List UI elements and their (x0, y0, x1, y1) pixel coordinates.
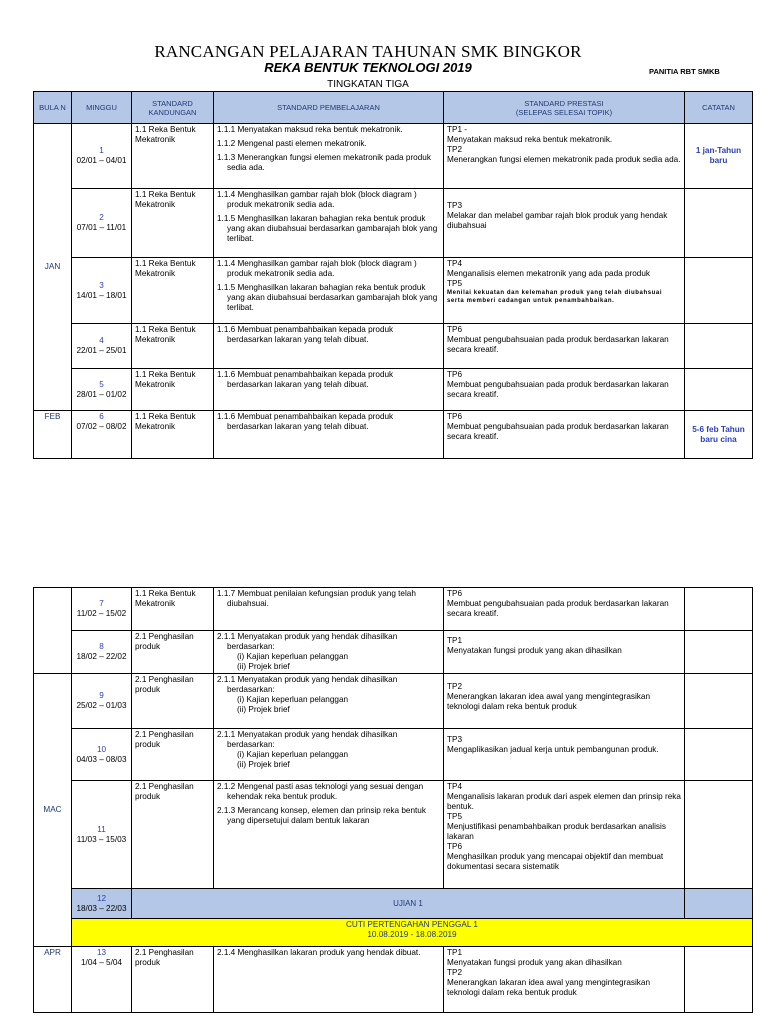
week-cell: 7 11/02 – 15/02 (72, 588, 132, 631)
standard-pembelajaran-cell: 2.1.1 Menyatakan produk yang hendak dihasilkan berdasarkan: (i) Kajian keperluan pelanggan (ii) Projek brief (214, 729, 444, 781)
standard-prestasi-cell: TP3 Mengaplikasikan jadual kerja untuk pembangunan produk. (444, 729, 685, 781)
col-standard-prestasi: STANDARD PRESTASI (SELEPAS SELESAI TOPIK) (444, 92, 685, 124)
catatan-cell (685, 889, 753, 919)
standard-pembelajaran-cell: 1.1.4 Menghasilkan gambar rajah blok (block diagram ) produk mekatronik sedia ada. 1.1.5 Menghasilkan lakaran bahagian reka bentuk produk yang akan diubahsuai berdasarkan gambarajah blok yang terlibat. (214, 258, 444, 324)
week-cell: 2 07/01 – 11/01 (72, 189, 132, 258)
col-standard-pembelajaran: STANDARD PEMBELAJARAN (214, 92, 444, 124)
standard-pembelajaran-cell: 1.1.7 Membuat penilaian kefungsian produk yang telah diubahsuai. (214, 588, 444, 631)
catatan-cell (685, 588, 753, 631)
catatan-cell (685, 189, 753, 258)
col-bulan: BULA N (34, 92, 72, 124)
standard-kandungan-cell: 2.1 Penghasilan produk (132, 631, 214, 674)
standard-kandungan-cell: 1.1 Reka Bentuk Mekatronik (132, 369, 214, 411)
table-header-row (34, 92, 753, 124)
document-title: RANCANGAN PELAJARAN TAHUNAN SMK BINGKOR (154, 42, 582, 61)
standard-prestasi-cell: TP3 Melakar dan melabel gambar rajah blok produk yang hendak diubahsuai (444, 189, 685, 258)
week-cell: 11 11/03 – 15/03 (72, 781, 132, 889)
week-cell: 10 04/03 – 08/03 (72, 729, 132, 781)
standard-kandungan-cell: 1.1 Reka Bentuk Mekatronik (132, 189, 214, 258)
week-cell: 3 14/01 – 18/01 (72, 258, 132, 324)
standard-kandungan-cell: 1.1 Reka Bentuk Mekatronik (132, 124, 214, 189)
standard-pembelajaran-cell: 1.1.6 Membuat penambahbaikan kepada produk berdasarkan lakaran yang telah dibuat. (214, 411, 444, 459)
table-row (34, 781, 753, 889)
standard-kandungan-cell: 2.1 Penghasilan produk (132, 729, 214, 781)
catatan-cell (685, 674, 753, 729)
col-minggu: MINGGU (72, 92, 132, 124)
catatan-cell (685, 781, 753, 889)
standard-kandungan-cell: 1.1 Reka Bentuk Mekatronik (132, 324, 214, 369)
standard-prestasi-cell: TP4 Menganalisis elemen mekatronik yang ada pada produk TP5 Menilai kekuatan dan kelemahan produk yang telah diubahsuai serta memberi cadangan untuk penambahbaikan. (444, 258, 685, 324)
catatan-cell (685, 631, 753, 674)
standard-pembelajaran-cell: 2.1.2 Mengenal pasti asas teknologi yang sesuai dengan kehendak reka bentuk produk. 2.1.3 Merancang konsep, elemen dan prinsip reka bentuk yang dipersetujui dalam bentuk lakaran (214, 781, 444, 889)
standard-pembelajaran-cell: 2.1.1 Menyatakan produk yang hendak dihasilkan berdasarkan: (i) Kajian keperluan pelanggan (ii) Projek brief (214, 631, 444, 674)
panitia-label: PANITIA RBT SMKB (649, 67, 720, 76)
week-cell: 12 18/03 – 22/03 (72, 889, 132, 919)
week-cell: 13 1/04 – 5/04 (72, 947, 132, 1013)
standard-prestasi-cell: TP6 Membuat pengubahsuaian pada produk berdasarkan lakaran secara kreatif. (444, 324, 685, 369)
catatan-cell (685, 729, 753, 781)
week-cell: 5 28/01 – 01/02 (72, 369, 132, 411)
week-cell: 9 25/02 – 01/03 (72, 674, 132, 729)
catatan-cell (685, 947, 753, 1013)
catatan-cell (685, 324, 753, 369)
standard-pembelajaran-cell: 1.1.6 Membuat penambahbaikan kepada produk berdasarkan lakaran yang telah dibuat. (214, 324, 444, 369)
standard-prestasi-cell: TP2 Menerangkan lakaran idea awal yang mengintegrasikan teknologi dalam reka bentuk produk (444, 674, 685, 729)
table-row (34, 189, 753, 258)
table-row (34, 631, 753, 674)
standard-kandungan-cell: 1.1 Reka Bentuk Mekatronik (132, 588, 214, 631)
standard-kandungan-cell: 1.1 Reka Bentuk Mekatronik (132, 258, 214, 324)
week-cell: 4 22/01 – 25/01 (72, 324, 132, 369)
standard-prestasi-cell: TP4 Menganalisis lakaran produk dari aspek elemen dan prinsip reka bentuk. TP5 Menjustifikasi penambahbaikan produk berdasarkan analisis lakaran TP6 Menghasilkan produk yang mencapai objektif dan membuat dokumentasi secara sistematik (444, 781, 685, 889)
table-row (34, 674, 753, 729)
standard-kandungan-cell: 2.1 Penghasilan produk (132, 947, 214, 1013)
standard-kandungan-cell: 2.1 Penghasilan produk (132, 781, 214, 889)
standard-pembelajaran-cell: 2.1.1 Menyatakan produk yang hendak dihasilkan berdasarkan: (i) Kajian keperluan pelanggan (ii) Projek brief (214, 674, 444, 729)
table-row (34, 124, 753, 189)
catatan-cell (685, 258, 753, 324)
month-cell: APR (34, 947, 72, 1013)
col-standard-kandungan: STANDARD KANDUNGAN (132, 92, 214, 124)
holiday-label: CUTI PERTENGAHAN PENGGAL 1 10.08.2019 - 18.08.2019 (72, 919, 753, 947)
standard-prestasi-cell: TP1 - Menyatakan maksud reka bentuk mekatronik. TP2 Menerangkan fungsi elemen mekatronik pada produk sedia ada. (444, 124, 685, 189)
table-row (34, 324, 753, 369)
week-cell: 1 02/01 – 04/01 (72, 124, 132, 189)
standard-pembelajaran-cell: 1.1.1 Menyatakan maksud reka bentuk mekatronik. 1.1.2 Mengenal pasti elemen mekatronik. 1.1.3 Menerangkan fungsi elemen mekatronik pada produk sedia ada. (214, 124, 444, 189)
standard-kandungan-cell: 1.1 Reka Bentuk Mekatronik (132, 411, 214, 459)
ujian-label: UJIAN 1 (132, 889, 685, 919)
holiday-row (34, 919, 753, 947)
month-cell: MAC (34, 674, 72, 947)
standard-prestasi-cell: TP1 Menyatakan fungsi produk yang akan dihasilkan (444, 631, 685, 674)
catatan-cell: 1 jan-Tahun baru (685, 124, 753, 189)
month-cell: JAN (34, 124, 72, 411)
standard-prestasi-cell: TP6 Membuat pengubahsuaian pada produk berdasarkan lakaran secara kreatif. (444, 588, 685, 631)
table-row (34, 588, 753, 631)
catatan-cell (685, 369, 753, 411)
table-row (34, 411, 753, 459)
standard-prestasi-cell: TP6 Membuat pengubahsuaian pada produk berdasarkan lakaran secara kreatif. (444, 369, 685, 411)
month-cell (34, 588, 72, 674)
month-cell: FEB (34, 411, 72, 459)
plan-table-page-1 (33, 91, 753, 459)
table-row (34, 947, 753, 1013)
table-row (34, 889, 753, 919)
catatan-cell: 5-6 feb Tahun baru cina (685, 411, 753, 459)
table-row (34, 369, 753, 411)
table-row (34, 729, 753, 781)
table-row (34, 258, 753, 324)
tingkatan-label: TINGKATAN TIGA (327, 79, 409, 90)
week-cell: 8 18/02 – 22/02 (72, 631, 132, 674)
standard-prestasi-cell: TP1 Menyatakan fungsi produk yang akan dihasilkan TP2 Menerangkan lakaran idea awal yang mengintegrasikan teknologi dalam reka bentuk produk (444, 947, 685, 1013)
plan-table-page-2 (33, 587, 753, 1013)
standard-kandungan-cell: 2.1 Penghasilan produk (132, 674, 214, 729)
col-catatan: CATATAN (685, 92, 753, 124)
standard-pembelajaran-cell: 1.1.4 Menghasilkan gambar rajah blok (block diagram ) produk mekatronik sedia ada. 1.1.5 Menghasilkan lakaran bahagian reka bentuk produk yang akan diubahsuai berdasarkan gambarajah blok yang terlibat. (214, 189, 444, 258)
week-cell: 6 07/02 – 08/02 (72, 411, 132, 459)
standard-prestasi-cell: TP6 Membuat pengubahsuaian pada produk berdasarkan lakaran secara kreatif. (444, 411, 685, 459)
standard-pembelajaran-cell: 2.1.4 Menghasilkan lakaran produk yang hendak dibuat. (214, 947, 444, 1013)
document-subtitle: REKA BENTUK TEKNOLOGI 2019 (264, 60, 472, 75)
standard-pembelajaran-cell: 1.1.6 Membuat penambahbaikan kepada produk berdasarkan lakaran yang telah dibuat. (214, 369, 444, 411)
